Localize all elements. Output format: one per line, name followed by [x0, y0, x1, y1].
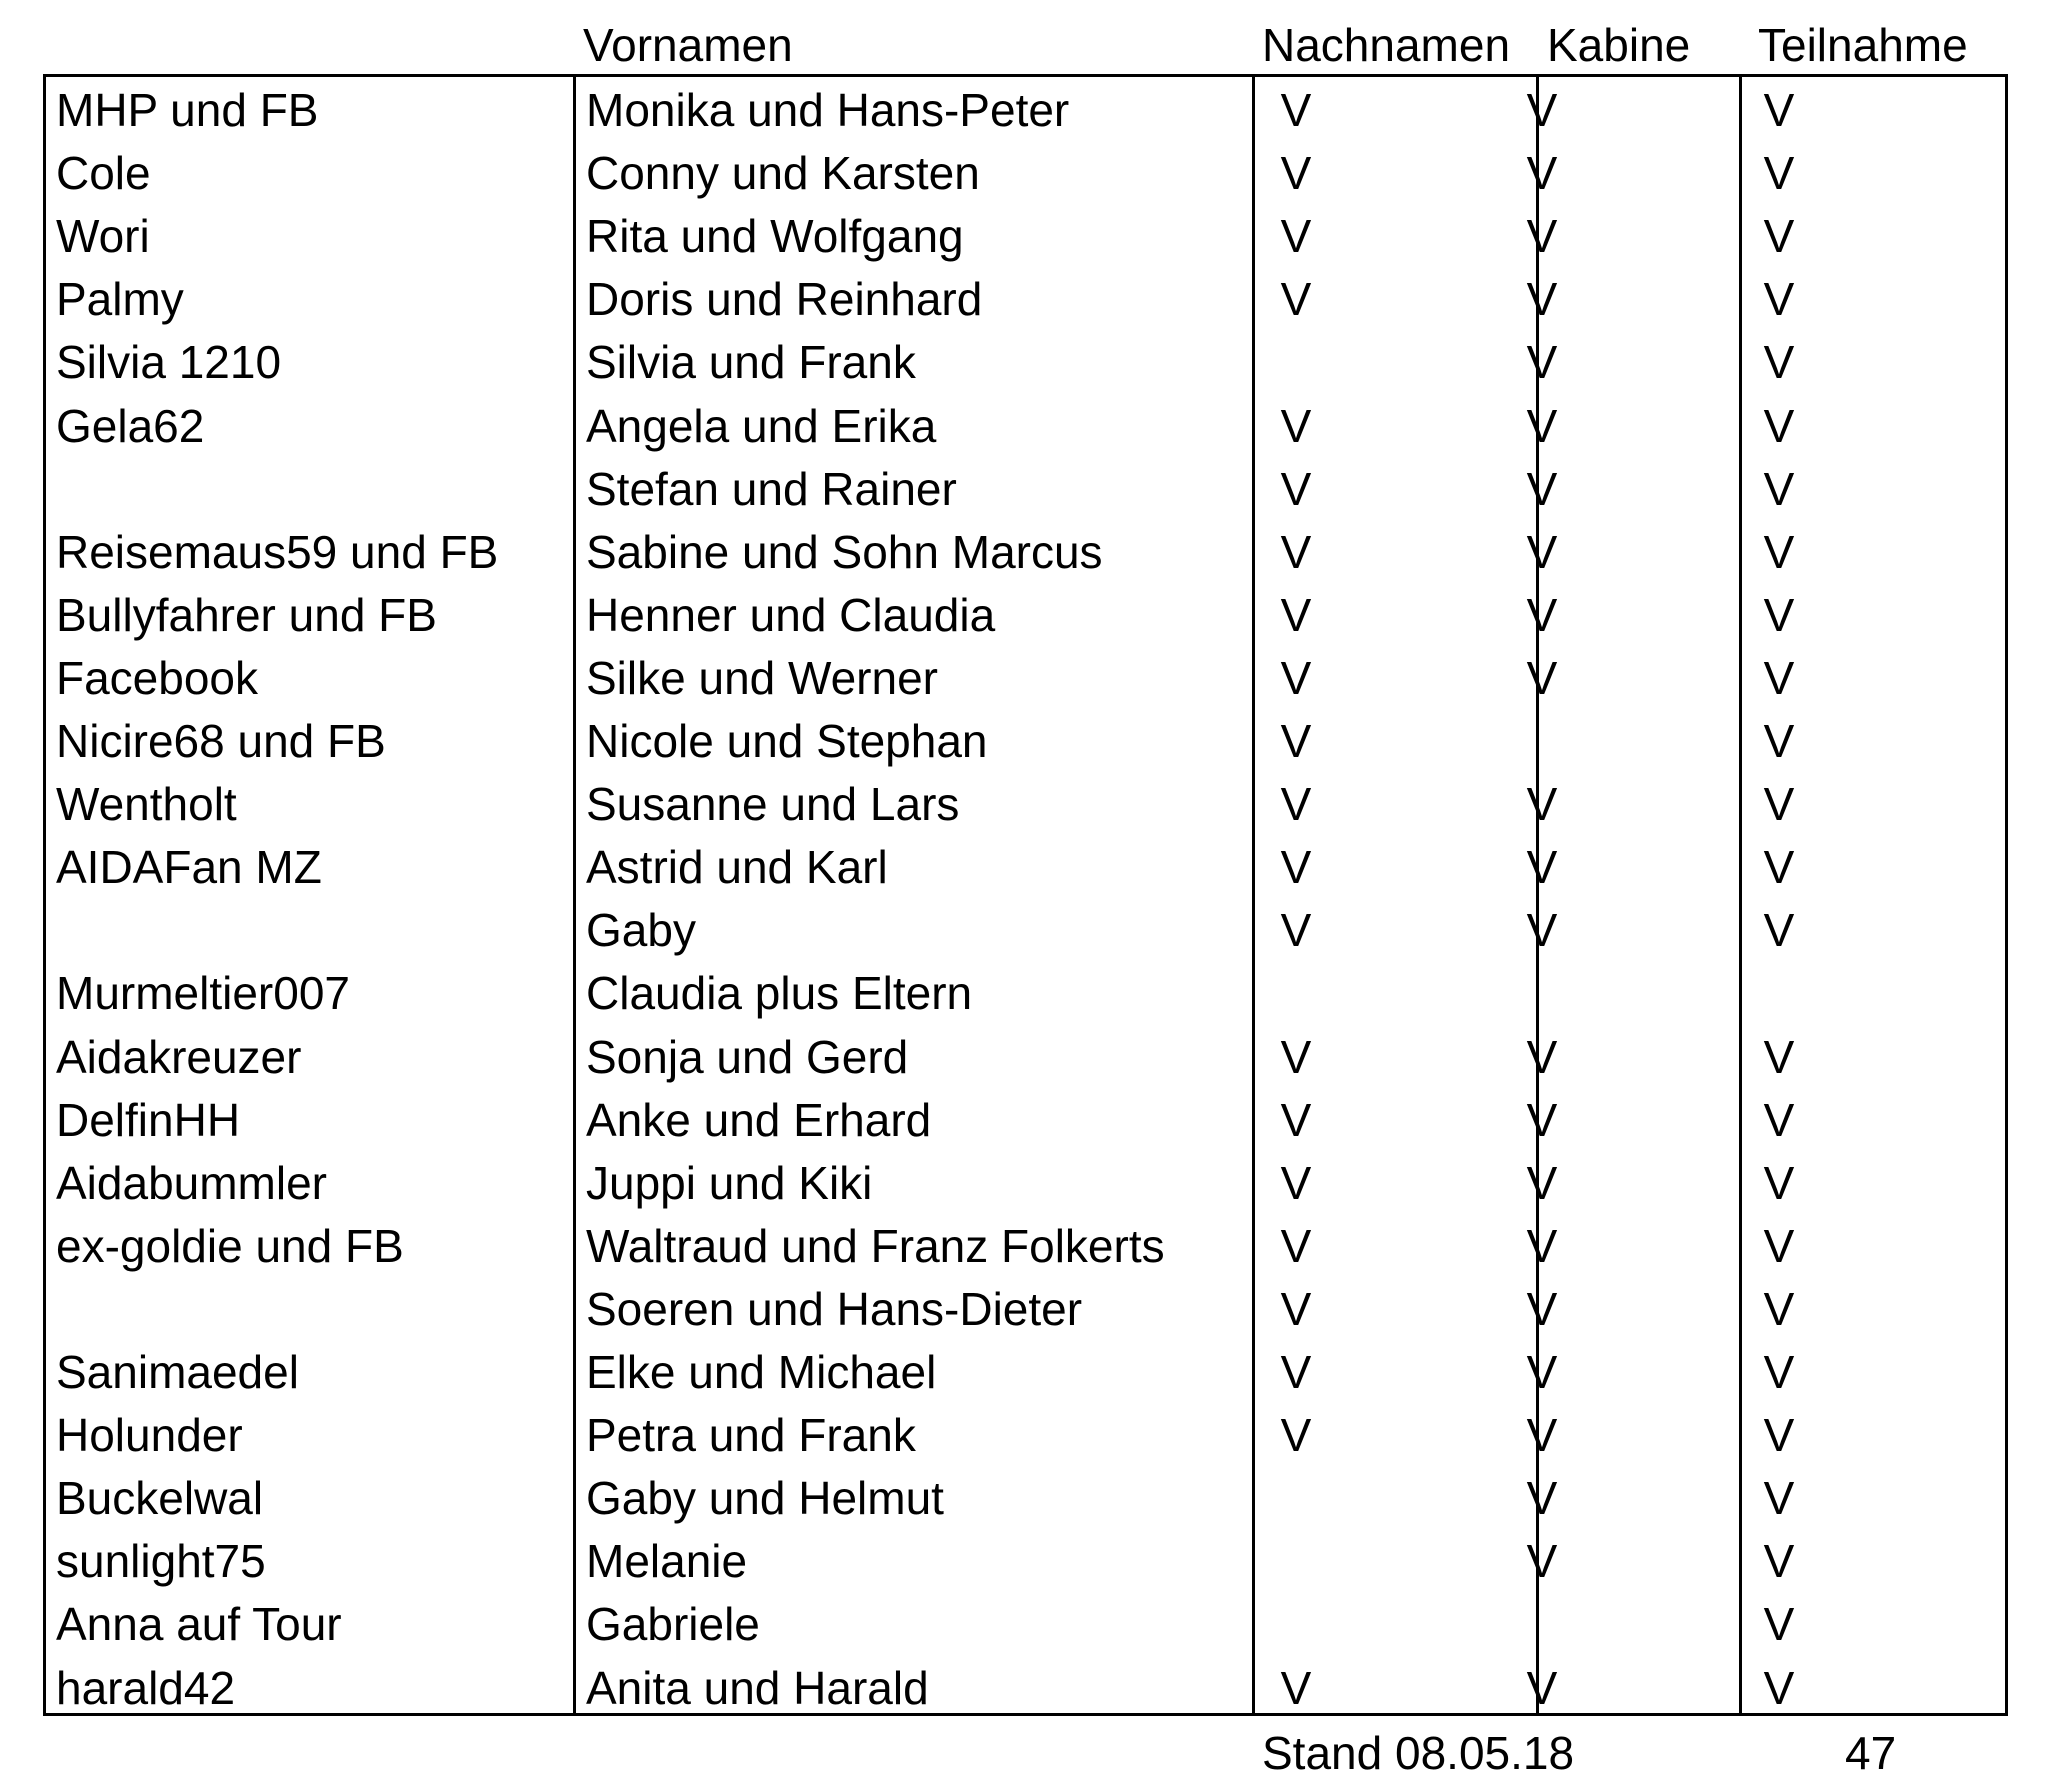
cell-kabine-check: V [1526, 84, 1558, 136]
cell-nachnamen-check: V [1280, 1030, 1312, 1083]
cell-vornamen: Claudia plus Eltern [586, 967, 973, 1020]
cell-nickname: Aidakreuzer [56, 1030, 302, 1083]
table-row [46, 458, 2005, 521]
cell-kabine-check: V [1526, 273, 1558, 326]
cell-nachnamen-check: V [1280, 1156, 1312, 1209]
cell-kabine-check: V [1526, 1535, 1558, 1588]
cell-vornamen: Anita und Harald [586, 1661, 929, 1714]
table-row [46, 331, 2005, 394]
cell-vornamen: Elke und Michael [586, 1346, 937, 1398]
cell-nickname: AIDAFan MZ [56, 841, 322, 894]
cell-teilnahme-check: V [1763, 651, 1795, 704]
table-row [46, 773, 2005, 836]
table-row [46, 1467, 2005, 1530]
cell-nickname: harald42 [56, 1661, 236, 1714]
cell-nachnamen-check: V [1280, 651, 1312, 704]
table-row [46, 268, 2005, 331]
cell-nickname: sunlight75 [56, 1535, 266, 1588]
cell-kabine-check: V [1526, 588, 1558, 641]
cell-teilnahme-check: V [1763, 1030, 1795, 1083]
table-row [46, 1026, 2005, 1089]
table-row [46, 1341, 2005, 1404]
cell-teilnahme-check: V [1763, 1093, 1795, 1146]
cell-vornamen: Silke und Werner [586, 651, 938, 704]
cell-teilnahme-check: V [1763, 1598, 1795, 1651]
cell-vornamen: Rita und Wolfgang [586, 210, 964, 263]
cell-kabine-check: V [1526, 399, 1558, 452]
cell-teilnahme-check: V [1763, 210, 1795, 263]
cell-vornamen: Silvia und Frank [586, 336, 916, 389]
cell-nachnamen-check: V [1280, 841, 1312, 894]
cell-kabine-check: V [1526, 651, 1558, 704]
cell-nachnamen-check: V [1280, 588, 1312, 641]
cell-teilnahme-check: V [1763, 1472, 1795, 1525]
cell-teilnahme-check: V [1763, 462, 1795, 515]
cell-nachnamen-check: V [1280, 1661, 1312, 1714]
cell-vornamen: Stefan und Rainer [586, 462, 957, 515]
cell-teilnahme-check: V [1763, 1282, 1795, 1335]
cell-nickname: Buckelwal [56, 1472, 264, 1525]
table-row [46, 1593, 2005, 1656]
cell-vornamen: Nicole und Stephan [586, 715, 988, 767]
cell-nachnamen-check: V [1280, 1346, 1312, 1398]
cell-nickname: Anna auf Tour [56, 1598, 342, 1651]
cell-nickname: Nicire68 und FB [56, 715, 386, 767]
cell-nachnamen-check: V [1280, 399, 1312, 452]
cell-vornamen: Waltraud und Franz Folkerts [586, 1219, 1165, 1272]
cell-nachnamen-check: V [1280, 904, 1312, 957]
cell-kabine-check: V [1526, 210, 1558, 263]
cell-vornamen: Juppi und Kiki [586, 1156, 873, 1209]
table-row [46, 962, 2005, 1025]
header-kabine: Kabine [1547, 19, 1691, 71]
cell-nachnamen-check [1256, 331, 1336, 394]
cell-vornamen: Anke und Erhard [586, 1093, 932, 1146]
cell-nickname: Facebook [56, 651, 259, 704]
header-teilnahme: Teilnahme [1758, 19, 1968, 71]
cell-teilnahme-check: V [1763, 1535, 1795, 1588]
cell-nachnamen-check: V [1280, 1409, 1312, 1462]
cell-kabine-check [1502, 962, 1582, 1025]
table-row [46, 205, 2005, 268]
table-row [46, 1215, 2005, 1278]
cell-nachnamen-check: V [1280, 1093, 1312, 1146]
cell-vornamen: Henner und Claudia [586, 588, 996, 641]
table-row [46, 521, 2005, 584]
cell-teilnahme-check: V [1763, 715, 1795, 767]
cell-nachnamen-check: V [1280, 84, 1312, 136]
cell-vornamen: Soeren und Hans-Dieter [586, 1282, 1083, 1335]
cell-kabine-check: V [1526, 904, 1558, 957]
cell-nickname: Holunder [56, 1409, 243, 1462]
cell-nickname: Gela62 [56, 399, 205, 452]
table-row [46, 584, 2005, 647]
cell-nickname: Murmeltier007 [56, 967, 350, 1020]
cell-nickname: Wentholt [56, 778, 237, 831]
cell-teilnahme-check [1739, 962, 1819, 1025]
cell-teilnahme-check: V [1763, 147, 1795, 200]
cell-vornamen: Doris und Reinhard [586, 273, 983, 326]
cell-nachnamen-check: V [1280, 778, 1312, 831]
cell-kabine-check: V [1526, 1030, 1558, 1083]
cell-nachnamen-check: V [1280, 210, 1312, 263]
participant-table [43, 74, 2008, 1716]
cell-nachnamen-check: V [1280, 1282, 1312, 1335]
cell-teilnahme-check: V [1763, 778, 1795, 831]
cell-kabine-check: V [1526, 778, 1558, 831]
cell-kabine-check: V [1526, 841, 1558, 894]
table-row [46, 1657, 2005, 1720]
cell-teilnahme-check: V [1763, 904, 1795, 957]
cell-teilnahme-check: V [1763, 336, 1795, 389]
table-row [46, 710, 2005, 773]
table-row [46, 1089, 2005, 1152]
cell-kabine-check: V [1526, 462, 1558, 515]
cell-vornamen: Monika und Hans-Peter [586, 84, 1070, 136]
table-row [46, 1530, 2005, 1593]
cell-nickname: Silvia 1210 [56, 336, 282, 389]
cell-vornamen: Gaby und Helmut [586, 1472, 944, 1525]
participant-total: 47 [1845, 1727, 1897, 1779]
cell-vornamen: Astrid und Karl [586, 841, 888, 894]
cell-vornamen: Sonja und Gerd [586, 1030, 909, 1083]
cell-teilnahme-check: V [1763, 273, 1795, 326]
table-row [46, 647, 2005, 710]
cell-nickname: Reisemaus59 und FB [56, 525, 499, 578]
table-row [46, 899, 2005, 962]
cell-kabine-check [1502, 1593, 1582, 1656]
cell-nickname: Palmy [56, 273, 184, 326]
cell-nachnamen-check [1256, 1530, 1336, 1593]
cell-vornamen: Melanie [586, 1535, 748, 1588]
cell-nachnamen-check: V [1280, 525, 1312, 578]
cell-nachnamen-check: V [1280, 462, 1312, 515]
cell-nachnamen-check [1256, 962, 1336, 1025]
header-nachnamen: Nachnamen [1262, 19, 1511, 71]
cell-kabine-check: V [1526, 1346, 1558, 1398]
cell-vornamen: Petra und Frank [586, 1409, 916, 1462]
cell-kabine-check: V [1526, 1219, 1558, 1272]
cell-kabine-check: V [1526, 147, 1558, 200]
cell-nachnamen-check: V [1280, 147, 1312, 200]
cell-teilnahme-check: V [1763, 1346, 1795, 1398]
cell-nachnamen-check [1256, 1467, 1336, 1530]
table-row [46, 1152, 2005, 1215]
cell-nickname: DelfinHH [56, 1093, 241, 1146]
cell-kabine-check: V [1526, 1282, 1558, 1335]
cell-kabine-check [1502, 710, 1582, 773]
cell-vornamen: Gabriele [586, 1598, 760, 1651]
cell-nachnamen-check: V [1280, 273, 1312, 326]
cell-nickname: Bullyfahrer und FB [56, 588, 437, 641]
table-row [46, 1278, 2005, 1341]
cell-kabine-check: V [1526, 1472, 1558, 1525]
cell-nickname: ex-goldie und FB [56, 1219, 404, 1272]
cell-vornamen: Angela und Erika [586, 399, 937, 452]
table-row [46, 395, 2005, 458]
cell-nickname: Sanimaedel [56, 1346, 299, 1398]
cell-kabine-check: V [1526, 336, 1558, 389]
table-row [46, 142, 2005, 205]
cell-teilnahme-check: V [1763, 399, 1795, 452]
table-row [46, 836, 2005, 899]
table-row [46, 1404, 2005, 1467]
cell-teilnahme-check: V [1763, 84, 1795, 136]
cell-nickname: Wori [56, 210, 150, 263]
cell-teilnahme-check: V [1763, 841, 1795, 894]
cell-vornamen: Sabine und Sohn Marcus [586, 525, 1103, 578]
cell-vornamen: Gaby [586, 904, 696, 957]
cell-teilnahme-check: V [1763, 588, 1795, 641]
cell-vornamen: Susanne und Lars [586, 778, 960, 831]
cell-vornamen: Conny und Karsten [586, 147, 980, 200]
cell-nachnamen-check: V [1280, 715, 1312, 767]
header-vornamen: Vornamen [583, 19, 793, 71]
cell-nickname: Aidabummler [56, 1156, 327, 1209]
cell-kabine-check: V [1526, 1093, 1558, 1146]
cell-kabine-check: V [1526, 1156, 1558, 1209]
cell-kabine-check: V [1526, 1409, 1558, 1462]
stand-date: Stand 08.05.18 [1262, 1727, 1575, 1779]
cell-nachnamen-check [1256, 1593, 1336, 1656]
cell-nickname: Cole [56, 147, 151, 200]
cell-teilnahme-check: V [1763, 1156, 1795, 1209]
cell-nickname: MHP und FB [56, 84, 319, 136]
cell-teilnahme-check: V [1763, 1219, 1795, 1272]
cell-teilnahme-check: V [1763, 1409, 1795, 1462]
cell-nachnamen-check: V [1280, 1219, 1312, 1272]
cell-kabine-check: V [1526, 525, 1558, 578]
cell-teilnahme-check: V [1763, 525, 1795, 578]
table-row [46, 79, 2005, 142]
cell-kabine-check: V [1526, 1661, 1558, 1714]
cell-teilnahme-check: V [1763, 1661, 1795, 1714]
